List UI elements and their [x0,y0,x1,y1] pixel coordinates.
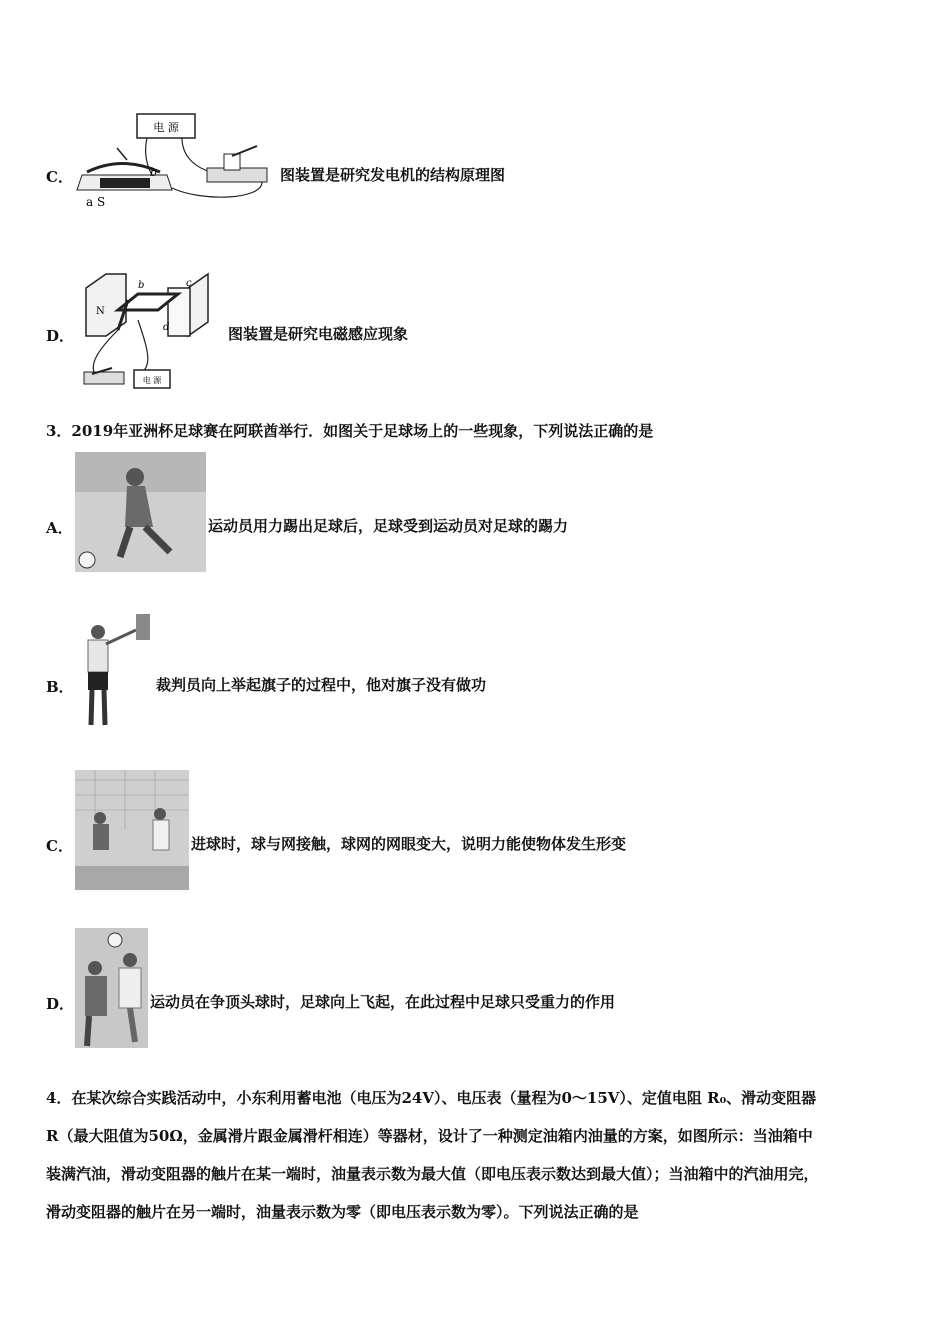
q3-option-c-label: C． [46,837,73,855]
q3-option-a-label: A． [46,519,73,537]
question-4-line-1: 4．在某次综合实践活动中，小东利用蓄电池（电压为24V）、电压表（量程为0～15V）、定值电阻 R₀、滑动变阻器 [46,1089,817,1107]
q3-option-b-text: 裁判员向上举起旗子的过程中，他对旗子没有做功 [156,676,487,694]
header-photo [75,928,148,1048]
battery-label-c: 电 源 [153,121,179,134]
svg-text:d: d [163,322,170,333]
option-c-text: 图装置是研究发电机的结构原理图 [280,166,506,184]
soccer-kick-photo [75,452,206,572]
q3-option-d-label: D． [46,995,75,1013]
referee-flag-photo [78,610,153,732]
option-d-label: D． [46,327,75,345]
q3-option-c-text: 进球时，球与网接触，球网的网眼变大，说明力能使物体发生形变 [191,835,627,853]
svg-text:N: N [96,306,105,317]
generator-diagram [72,110,272,210]
svg-text:b: b [150,166,158,179]
q3-option-a-text: 运动员用力踢出足球后，足球受到运动员对足球的踢力 [208,517,569,535]
svg-text:b: b [138,280,145,291]
goal-net-photo [75,770,189,890]
induction-diagram [78,270,223,394]
battery-label-d: 电 源 [142,376,162,385]
svg-text:c: c [186,278,192,289]
option-c-label: C． [46,168,73,186]
svg-text:a S: a S [86,195,106,209]
question-4-line-3: 装满汽油，滑动变阻器的触片在某一端时，油量表示数为最大值（即电压表示数达到最大值）；当油箱中的汽油用完， [46,1165,819,1183]
question-4-line-2: R（最大阻值为50Ω，金属滑片跟金属滑杆相连）等器材，设计了一种测定油箱内油量的方案，如图所示：当油箱中 [46,1127,813,1145]
option-d-text: 图装置是研究电磁感应现象 [228,325,409,343]
q3-option-d-text: 运动员在争顶头球时，足球向上飞起，在此过程中足球只受重力的作用 [150,993,616,1011]
question-3-stem: 3．2019年亚洲杯足球赛在阿联酋举行．如图关于足球场上的一些现象，下列说法正确的是 [46,422,654,440]
q3-option-b-label: B． [46,678,74,696]
question-4-line-4: 滑动变阻器的触片在另一端时，油量表示数为零（即电压表示数为零）。下列说法正确的是 [46,1203,639,1221]
